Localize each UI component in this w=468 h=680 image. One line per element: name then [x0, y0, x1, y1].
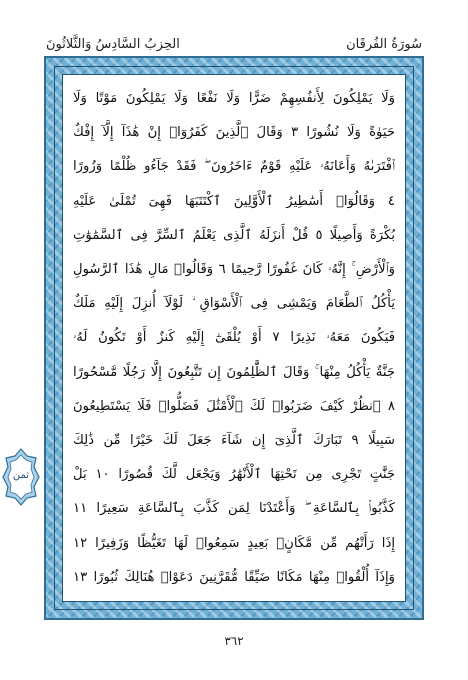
ornamental-frame — [44, 56, 424, 620]
text-panel — [62, 74, 406, 602]
verse-line: ٱفْتَرَىٰهُ وَأَعَانَهُۥ عَلَيْهِ قَوْمٌ ءَاخَرُونَ ۖ فَقَدْ جَآءُو ظُلْمًا وَزُورًا — [73, 159, 395, 175]
verse-line: إِذَا رَأَتْهُم مِّن مَّكَانٍۭ بَعِيدٍ سَمِعُوا۟ لَهَا تَغَيُّظًا وَزَفِيرًا ١٢ — [73, 535, 395, 551]
verse-line: فَيَكُونَ مَعَهُۥ نَذِيرًا ٧ أَوْ يُلْقَىٰٓ إِلَيْهِ كَنزٌ أَوْ تَكُونُ لَهُۥ — [73, 330, 395, 346]
verse-line: يَأْكُلُ ٱلطَّعَامَ وَيَمْشِى فِى ٱلْأَسْوَاقِ ۙ لَوْلَآ أُنزِلَ إِلَيْهِ مَلَكٌ — [73, 296, 395, 312]
thumun-marker — [2, 448, 40, 506]
verse-line: بُكْرَةً وَأَصِيلًا ٥ قُلْ أَنزَلَهُ ٱلَّذِى يَعْلَمُ ٱلسِّرَّ فِى ٱلسَّمَٰوَٰتِ — [73, 227, 395, 243]
verse-line: حَيَوٰةً وَلَا نُشُورًا ٣ وَقَالَ ٱلَّذِينَ كَفَرُوٓا۟ إِنْ هَٰذَآ إِلَّآ إِفْكٌ — [73, 125, 395, 141]
verse-line: ٤ وَقَالُوٓا۟ أَسَٰطِيرُ ٱلْأَوَّلِينَ ٱكْتَتَبَهَا فَهِىَ تُمْلَىٰ عَلَيْهِ — [73, 193, 395, 209]
verse-line: وَإِذَآ أُلْقُوا۟ مِنْهَا مَكَانًا ضَيِّقًا مُّقَرَّنِينَ دَعَوْا۟ هُنَالِكَ ثُبُورًا ١٣ — [73, 569, 395, 585]
verse-line: جَنَّةٌ يَأْكُلُ مِنْهَا ۚ وَقَالَ ٱلظَّٰلِمُونَ إِن تَتَّبِعُونَ إِلَّا رَجُلًا مَّسْحُورًا — [73, 364, 395, 380]
page-header — [46, 34, 422, 54]
verse-line: جَنَّٰتٍ تَجْرِى مِن تَحْتِهَا ٱلْأَنْهَٰرُ وَيَجْعَل لَّكَ قُصُورًا ١٠ بَلْ — [73, 467, 395, 483]
verse-line: كَذَّبُوا۟ بِٱلسَّاعَةِ ۖ وَأَعْتَدْنَا لِمَن كَذَّبَ بِٱلسَّاعَةِ سَعِيرًا ١١ — [73, 501, 395, 517]
verse-line: ٨ ٱنظُرْ كَيْفَ ضَرَبُوا۟ لَكَ ٱلْأَمْثَٰلَ فَضَلُّوا۟ فَلَا يَسْتَطِيعُونَ — [73, 398, 395, 414]
verse-line: وَلَا يَمْلِكُونَ لِأَنفُسِهِمْ ضَرًّا وَلَا نَفْعًا وَلَا يَمْلِكُونَ مَوْتًا وَلَا — [73, 91, 395, 106]
hizb-label: الحِزبُ السَّادِسُ وَالثَّلاثُونَ — [46, 36, 180, 52]
surah-name: سُورَةُ الفُرقَان — [346, 36, 422, 52]
verse-line: وَٱلْأَرْضِ ۚ إِنَّهُۥ كَانَ غَفُورًا رَّحِيمًا ٦ وَقَالُوا۟ مَالِ هَٰذَا ٱلرَّسُولِ — [73, 262, 395, 278]
verse-lines — [73, 83, 395, 593]
thumun-label: ثمن — [12, 470, 30, 481]
page-number: ٣٦٢ — [224, 634, 244, 648]
verse-line: سَبِيلًا ٩ تَبَارَكَ ٱلَّذِىٓ إِن شَآءَ جَعَلَ لَكَ خَيْرًا مِّن ذَٰلِكَ — [73, 433, 395, 449]
